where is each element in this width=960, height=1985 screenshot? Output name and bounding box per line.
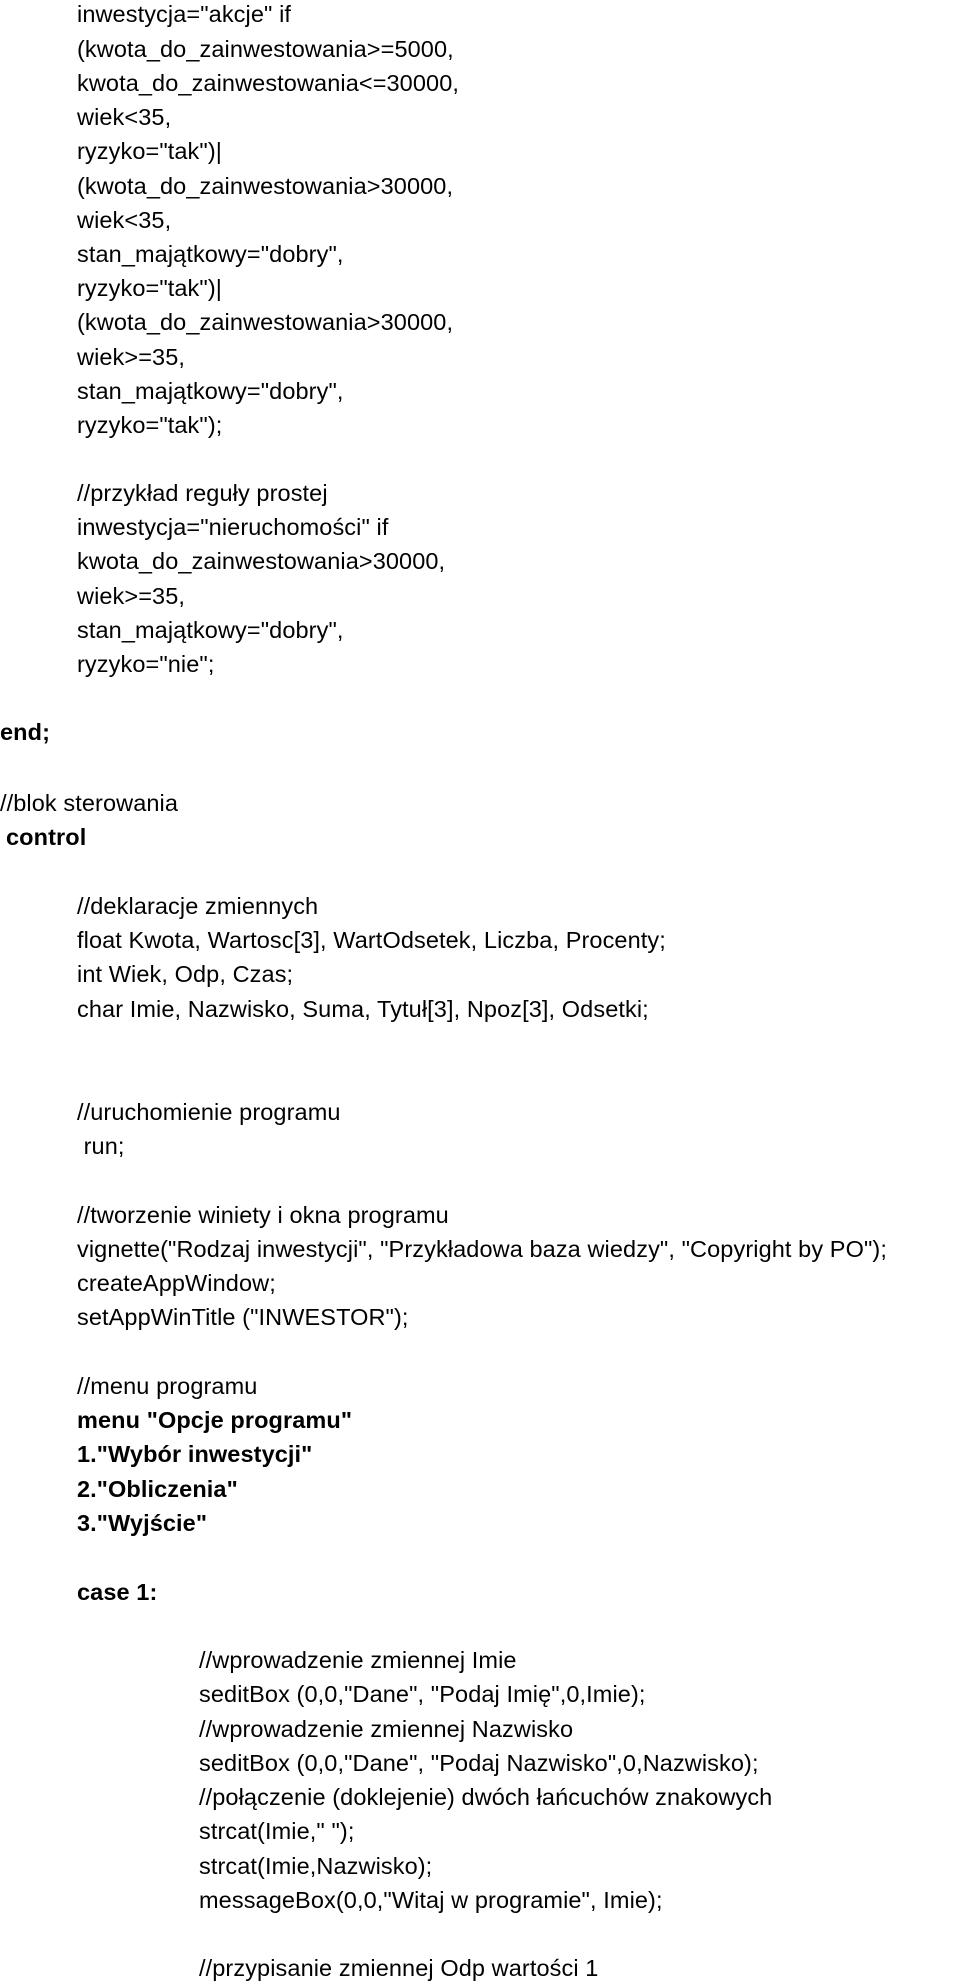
end-keyword: end; <box>0 719 51 745</box>
menu-item: 2."Obliczenia" <box>77 1476 238 1502</box>
code-line: ryzyko="tak")| <box>77 138 222 164</box>
code-line: float Kwota, Wartosc[3], WartOdsetek, Liczba, Procenty; <box>77 927 666 953</box>
code-line: createAppWindow; <box>77 1270 276 1296</box>
code-line: messageBox(0,0,"Witaj w programie", Imie); <box>199 1887 663 1913</box>
code-line: strcat(Imie,Nazwisko); <box>199 1853 433 1879</box>
code-line: wiek>=35, <box>77 344 186 370</box>
menu-line: menu "Opcje programu" <box>77 1407 353 1433</box>
code-comment: //blok sterowania <box>0 790 179 816</box>
code-comment: //połączenie (doklejenie) dwóch łańcuchów znakowych <box>199 1784 773 1810</box>
code-line: int Wiek, Odp, Czas; <box>77 961 294 987</box>
code-comment: //menu programu <box>77 1373 258 1399</box>
code-line: char Imie, Nazwisko, Suma, Tytuł[3], Npoz[3], Odsetki; <box>77 996 649 1022</box>
code-line: wiek>=35, <box>77 583 186 609</box>
code-line: seditBox (0,0,"Dane", "Podaj Imię",0,Imie); <box>199 1681 646 1707</box>
code-comment: //przykład reguły prostej <box>77 480 328 506</box>
code-line: kwota_do_zainwestowania<=30000, <box>77 70 459 96</box>
code-line: vignette("Rodzaj inwestycji", "Przykładowa baza wiedzy", "Copyright by PO"); <box>77 1236 887 1262</box>
code-comment: //wprowadzenie zmiennej Nazwisko <box>199 1716 574 1742</box>
code-line: stan_majątkowy="dobry", <box>77 617 344 643</box>
code-line: setAppWinTitle ("INWESTOR"); <box>77 1304 409 1330</box>
code-line: (kwota_do_zainwestowania>=5000, <box>77 36 454 62</box>
code-line: ryzyko="nie"; <box>77 651 215 677</box>
code-line: (kwota_do_zainwestowania>30000, <box>77 173 454 199</box>
code-line: ryzyko="tak"); <box>77 412 223 438</box>
code-comment: //przypisanie zmiennej Odp wartości 1 <box>199 1955 599 1981</box>
code-line: seditBox (0,0,"Dane", "Podaj Nazwisko",0,Nazwisko); <box>199 1750 759 1776</box>
case-label: case 1: <box>77 1579 158 1605</box>
code-line: wiek<35, <box>77 207 172 233</box>
control-keyword: control <box>6 824 87 850</box>
code-line: run; <box>77 1133 125 1159</box>
code-line: strcat(Imie," "); <box>199 1818 355 1844</box>
code-comment: //tworzenie winiety i okna programu <box>77 1202 449 1228</box>
code-comment: //uruchomienie programu <box>77 1099 341 1125</box>
menu-item: 1."Wybór inwestycji" <box>77 1441 313 1467</box>
code-comment: //wprowadzenie zmiennej Imie <box>199 1647 517 1673</box>
code-line: stan_majątkowy="dobry", <box>77 378 344 404</box>
code-line: inwestycja="nieruchomości" if <box>77 514 389 540</box>
code-line: ryzyko="tak")| <box>77 275 222 301</box>
code-line: wiek<35, <box>77 104 172 130</box>
code-line: kwota_do_zainwestowania>30000, <box>77 548 446 574</box>
code-line: stan_majątkowy="dobry", <box>77 241 344 267</box>
menu-item: 3."Wyjście" <box>77 1510 208 1536</box>
code-comment: //deklaracje zmiennych <box>77 893 319 919</box>
code-line: inwestycja="akcje" if <box>77 1 292 27</box>
code-line: (kwota_do_zainwestowania>30000, <box>77 309 454 335</box>
